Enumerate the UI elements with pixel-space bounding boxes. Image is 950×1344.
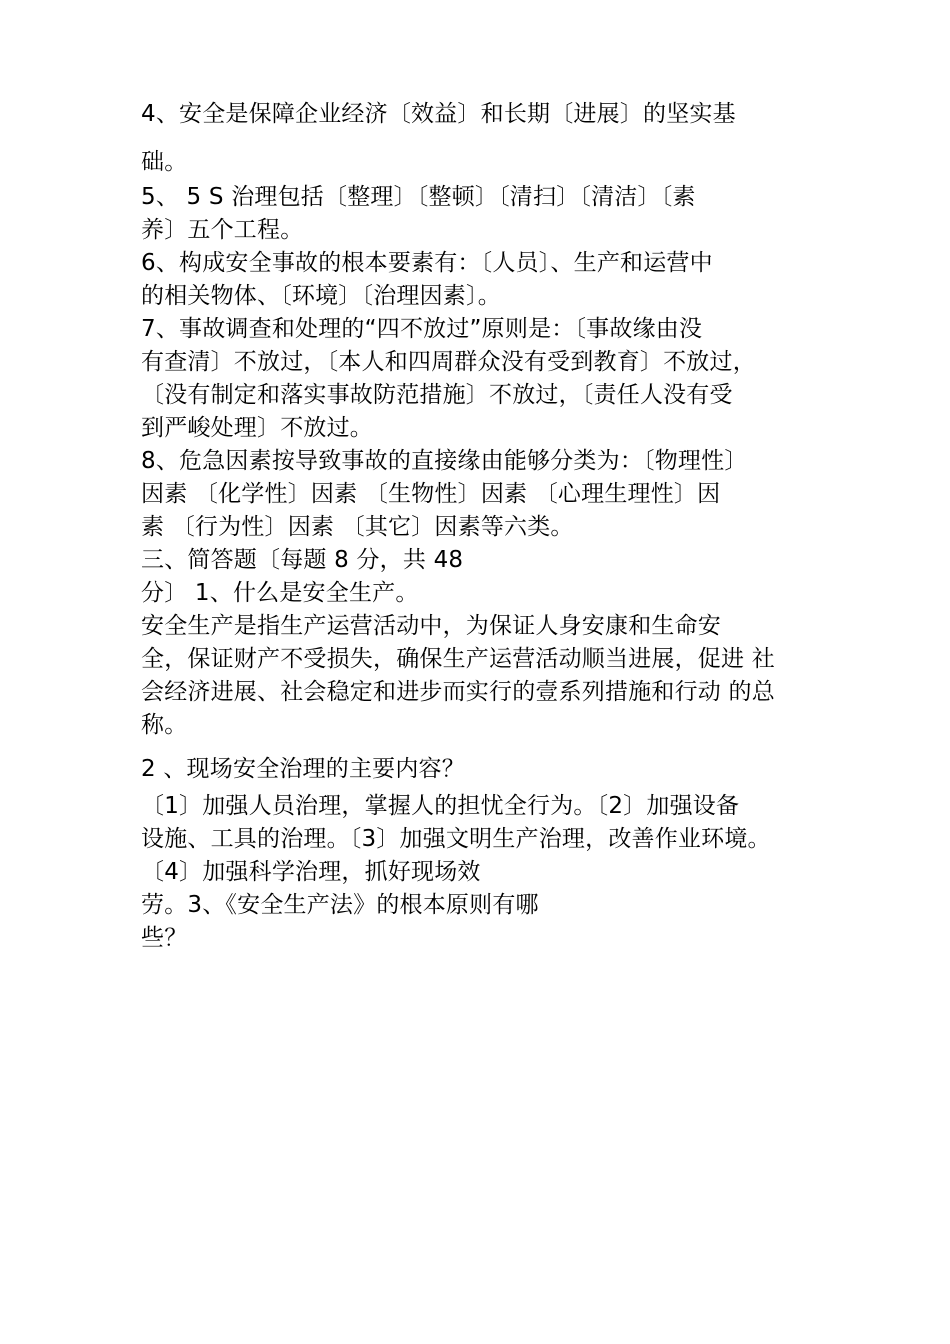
text-line: 4、安全是保障企业经济〔效益〕和长期〔进展〕的坚实基: [141, 101, 736, 127]
text-line: 〔4〕加强科学治理，抓好现场效: [141, 859, 481, 885]
text-line: 的相关物体、〔环境〕〔治理因素〕。: [141, 283, 501, 309]
text-line: 些？: [141, 925, 188, 951]
text-line: 5、 5 S 治理包括〔整理〕〔整顿〕〔清扫〕〔清洁〕〔素: [141, 184, 696, 210]
text-line: 素 〔行为性〕因素 〔其它〕因素等六类。: [141, 514, 574, 540]
text-line: 到严峻处理〕不放过。: [141, 415, 373, 441]
text-line: 养〕五个工程。: [141, 217, 304, 243]
text-line: 〔1〕加强人员治理，掌握人的担忧全行为。〔2〕加强设备: [141, 793, 740, 819]
text-line: 6、构成安全事故的根本要素有：〔人员〕、生产和运营中: [141, 250, 713, 276]
text-line: 7、事故调查和处理的“四不放过”原则是：〔事故缘由没: [141, 316, 703, 342]
text-line: 有查清〕不放过，〔本人和四周群众没有受到教育〕不放过，: [141, 349, 756, 375]
text-line: 会经济进展、社会稳定和进步而实行的壹系列措施和行动 的总: [141, 679, 775, 705]
section-heading: 三、简答题〔每题 8 分，共 48: [141, 547, 464, 573]
text-line: 〔没有制定和落实事故防范措施〕不放过，〔责任人没有受: [141, 382, 733, 408]
text-line: 设施、工具的治理。〔3〕加强文明生产治理，改善作业环境。: [141, 826, 771, 852]
text-line: 全，保证财产不受损失，确保生产运营活动顺当进展，促进 社: [141, 646, 775, 672]
text-line: 安全生产是指生产运营活动中，为保证人身安康和生命安: [141, 613, 721, 639]
text-line: 劳。3、《安全生产法》的根本原则有哪: [141, 892, 539, 918]
question-heading: 分〕 1、什么是安全生产。: [141, 580, 419, 606]
text-line: 础。: [141, 149, 188, 175]
text-line: 因素 〔化学性〕因素 〔生物性〕因素 〔心理生理性〕因: [141, 481, 721, 507]
question-heading: 2 、现场安全治理的主要内容？: [141, 756, 465, 782]
text-line: 8、危急因素按导致事故的直接缘由能够分类为：〔物理性〕: [141, 448, 748, 474]
text-line: 称。: [141, 712, 188, 738]
